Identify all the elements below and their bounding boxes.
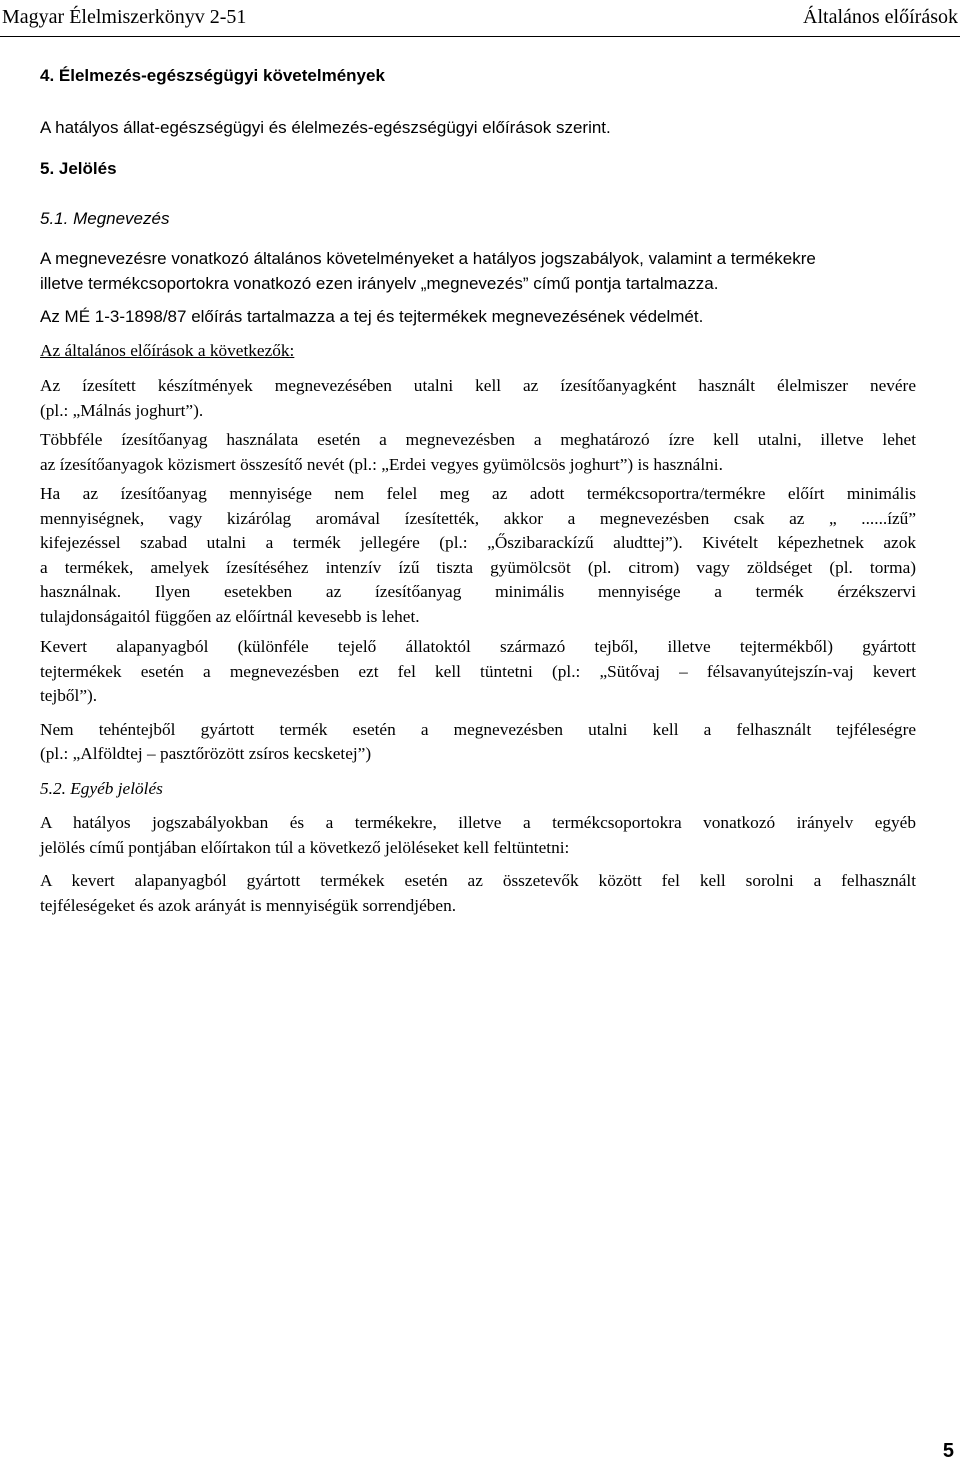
text-line: Kevert alapanyagból (különféle tejelő állatoktól származó tejből, illetve tejtermékből) gyártott (40, 637, 916, 656)
text-line: (pl.: „Alföldtej – pasztőrözött zsíros kecsketej”) (40, 744, 372, 763)
text-line: mennyiségnek, vagy kizárólag aromával ízesítették, akkor a megnevezésben csak az „ ......ízű” (40, 508, 916, 528)
text-line: Ha az ízesítőanyag mennyisége nem felel meg az adott termékcsoportra/termékre előírt minimális (40, 484, 916, 503)
text-line: tulajdonságaitól függően az előírtnál kevesebb is lehet. (40, 606, 420, 626)
text-line: tejtermékek esetén a megnevezésben ezt fel kell tüntetni (pl.: „Sütővaj – félsavanyútejszín-vaj kevert (40, 661, 916, 681)
text-line: kifejezéssel szabad utalni a termék jellegére (pl.: „Őszibarackízű aludttej”). Kivételt képezhetnek azok (40, 533, 916, 552)
text-line: jelölés című pontjában előírtakon túl a következő jelöléseket kell feltüntetni: (40, 837, 570, 857)
non-cow-milk-paragraph (40, 718, 916, 767)
section-5-title: 5. Jelölés (40, 159, 117, 178)
section-4-title: 4. Élelmezés-egészségügyi követelmények (40, 66, 385, 85)
mixed-raw-material-paragraph (40, 635, 916, 709)
section-5-2-title: 5.2. Egyéb jelölés (40, 778, 163, 798)
page-header (0, 0, 960, 37)
text-line: illetve termékcsoportokra vonatkozó ezen irányelv „megnevezés” című pontja tartalmazza. (40, 273, 719, 293)
text-line: (pl.: „Málnás joghurt”). (40, 400, 204, 420)
section-5-2-paragraph-2 (40, 869, 916, 918)
text-line: A kevert alapanyagból gyártott termékek esetén az összetevők között fel kell sorolni a felhasznált (40, 871, 916, 890)
document-body (40, 64, 916, 918)
text-line: Az ízesített készítmények megnevezésében utalni kell az ízesítőanyagként használt élelmiszer nevére (40, 376, 916, 395)
section-4-text: A hatályos állat-egészségügyi és élelmezés-egészségügyi előírások szerint. (40, 117, 611, 137)
text-line: a termékek, amelyek ízesítéséhez intenzív ízű tiszta gyümölcsöt (pl. citrom) vagy zöldséget (pl. torma) (40, 557, 916, 577)
text-line: A hatályos jogszabályokban és a termékekre, illetve a termékcsoportokra vonatkozó irányelv egyéb (40, 813, 916, 832)
text-line: Többféle ízesítőanyag használata esetén a megnevezésben a meghatározó ízre kell utalni, illetve lehet (40, 430, 916, 449)
text-line: A megnevezésre vonatkozó általános követelményeket a hatályos jogszabályok, valamint a termékekre (40, 249, 816, 268)
text-line: tejféleségeket és azok arányát is mennyiségük sorrendjében. (40, 895, 457, 915)
header-document-title: Magyar Élelmiszerkönyv 2-51 (2, 6, 247, 28)
header-section-title: Általános előírások (803, 6, 958, 28)
section-5-1-paragraph-1 (40, 247, 916, 296)
text-line: az ízesítőanyagok közismert összesítő nevét (pl.: „Erdei vegyes gyümölcsös joghurt”) is használni. (40, 454, 723, 474)
section-5-1-title: 5.1. Megnevezés (40, 208, 170, 228)
section-5-2-paragraph-1 (40, 811, 916, 860)
minimal-quantity-paragraph (40, 482, 916, 629)
general-rules-heading: Az általános előírások a következők: (40, 340, 295, 360)
flavoured-paragraph (40, 374, 916, 423)
text-line: használnak. Ilyen esetekben az ízesítőanyag minimális mennyisége a termék érzékszervi (40, 582, 916, 601)
text-line: Nem tehéntejből gyártott termék esetén a megnevezésben utalni kell a felhasznált tejféleségre (40, 719, 916, 739)
section-5-1-paragraph-2: Az MÉ 1-3-1898/87 előírás tartalmazza a tej és tejtermékek megnevezésének védelmét. (40, 307, 704, 326)
multi-flavour-paragraph (40, 428, 916, 477)
page-number: 5 (942, 1440, 954, 1462)
text-line: tejből”). (40, 686, 98, 705)
